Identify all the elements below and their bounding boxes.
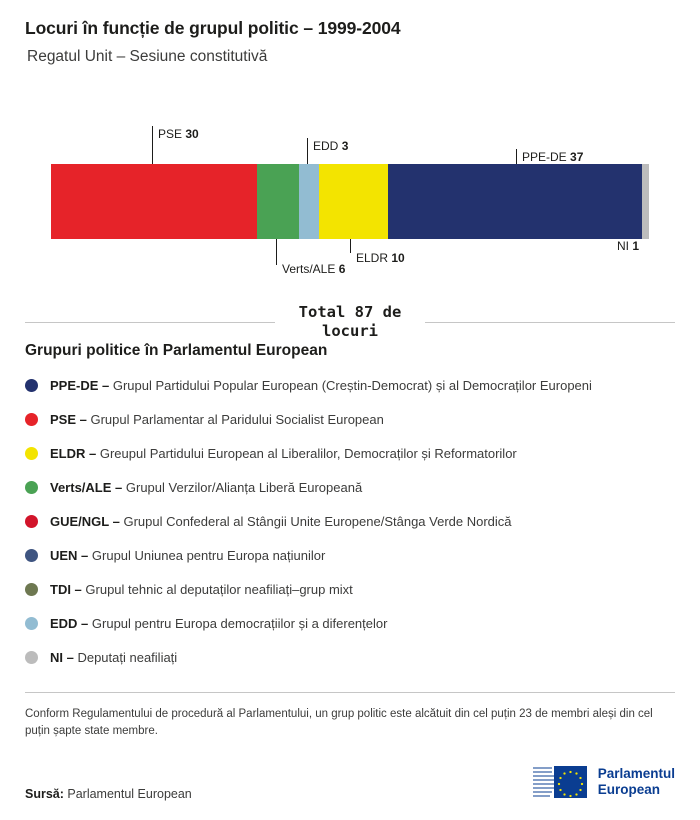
legend-item-label: GUE/NGL – Grupul Confederal al Stângii Unite Europene/Stânga Verde Nordică bbox=[50, 513, 512, 529]
total-label: Total 87 de locuri bbox=[298, 303, 402, 340]
footnote: Conform Regulamentului de procedură al Parlamentului, un grup politic este alcătuit din cel puțin 23 de membri aleși din cel puțin șapte state membre. bbox=[25, 708, 653, 737]
legend-title: Grupuri politice în Parlamentul European bbox=[25, 342, 328, 359]
eu-parliament-logo bbox=[532, 762, 675, 802]
bar-segment-pse bbox=[51, 164, 257, 239]
legend-list bbox=[25, 368, 675, 674]
callout-pse: PSE 30 bbox=[158, 127, 199, 141]
total-rule-left bbox=[25, 322, 275, 323]
bar-segment-edd bbox=[299, 164, 319, 239]
leader-line-pse bbox=[152, 126, 153, 164]
legend-item-verts-ale bbox=[25, 470, 675, 504]
page-subtitle: Regatul Unit – Sesiune constitutivă bbox=[27, 48, 268, 65]
legend-swatch-icon bbox=[25, 481, 38, 494]
callout-edd: EDD 3 bbox=[313, 139, 349, 153]
legend-item-ni bbox=[25, 640, 675, 674]
legend-item-label: UEN – Grupul Uniunea pentru Europa națiunilor bbox=[50, 547, 326, 563]
callout-ppede: PPE-DE 37 bbox=[522, 150, 584, 164]
legend-item-uen bbox=[25, 538, 675, 572]
total-row bbox=[25, 300, 675, 344]
legend-swatch-icon bbox=[25, 583, 38, 596]
leader-line-ppede bbox=[516, 149, 517, 164]
callout-ni: NI 1 bbox=[617, 239, 640, 253]
legend-swatch-icon bbox=[25, 447, 38, 460]
bar-segment-ni bbox=[642, 164, 649, 239]
eu-flag-icon bbox=[532, 763, 588, 801]
legend-item-ppe-de bbox=[25, 368, 675, 402]
legend-swatch-icon bbox=[25, 379, 38, 392]
legend-swatch-icon bbox=[25, 413, 38, 426]
legend-item-label: EDD – Grupul pentru Europa democrațiilor și a diferențelor bbox=[50, 615, 388, 631]
legend-item-label: ELDR – Greupul Partidului European al Liberalilor, Democraților și Reformatorilor bbox=[50, 445, 517, 461]
legend-swatch-icon bbox=[25, 617, 38, 630]
page-title: Locuri în funcție de grupul politic – 1999-2004 bbox=[25, 18, 401, 38]
footer-divider bbox=[25, 692, 675, 693]
leader-line-edd bbox=[307, 138, 308, 164]
bar-segment-eldr bbox=[319, 164, 388, 239]
source-line: Sursă: Parlamentul European bbox=[25, 787, 192, 801]
legend-item-pse bbox=[25, 402, 675, 436]
leader-line-eldr bbox=[350, 239, 351, 253]
callout-eldr: ELDR 10 bbox=[356, 251, 405, 265]
bar-segment-ppe-de bbox=[388, 164, 642, 239]
stacked-bar-chart bbox=[51, 164, 649, 239]
legend-item-eldr bbox=[25, 436, 675, 470]
logo-line-1: Parlamentul bbox=[597, 766, 675, 781]
legend-item-gue-ngl bbox=[25, 504, 675, 538]
legend-swatch-icon bbox=[25, 549, 38, 562]
bar-segment-verts-ale bbox=[257, 164, 298, 239]
legend-item-edd bbox=[25, 606, 675, 640]
legend-item-label: TDI – Grupul tehnic al deputaților neafiliați–grup mixt bbox=[50, 581, 353, 597]
logo-line-2: European bbox=[597, 782, 660, 797]
legend-item-label: Verts/ALE – Grupul Verzilor/Alianța Liberă Europeană bbox=[50, 479, 363, 495]
legend-item-label: PSE – Grupul Parlamentar al Paridului Socialist European bbox=[50, 411, 384, 427]
legend-item-label: PPE-DE – Grupul Partidului Popular European (Creștin-Democrat) și al Democraților Europeni bbox=[50, 377, 592, 393]
logo-text bbox=[598, 766, 675, 798]
legend-item-label: NI – Deputați neafiliați bbox=[50, 649, 178, 665]
legend-swatch-icon bbox=[25, 651, 38, 664]
total-rule-right bbox=[425, 322, 675, 323]
callout-verts-ale: Verts/ALE 6 bbox=[282, 262, 346, 276]
legend-item-tdi bbox=[25, 572, 675, 606]
legend-swatch-icon bbox=[25, 515, 38, 528]
leader-line-verts-ale bbox=[276, 239, 277, 265]
